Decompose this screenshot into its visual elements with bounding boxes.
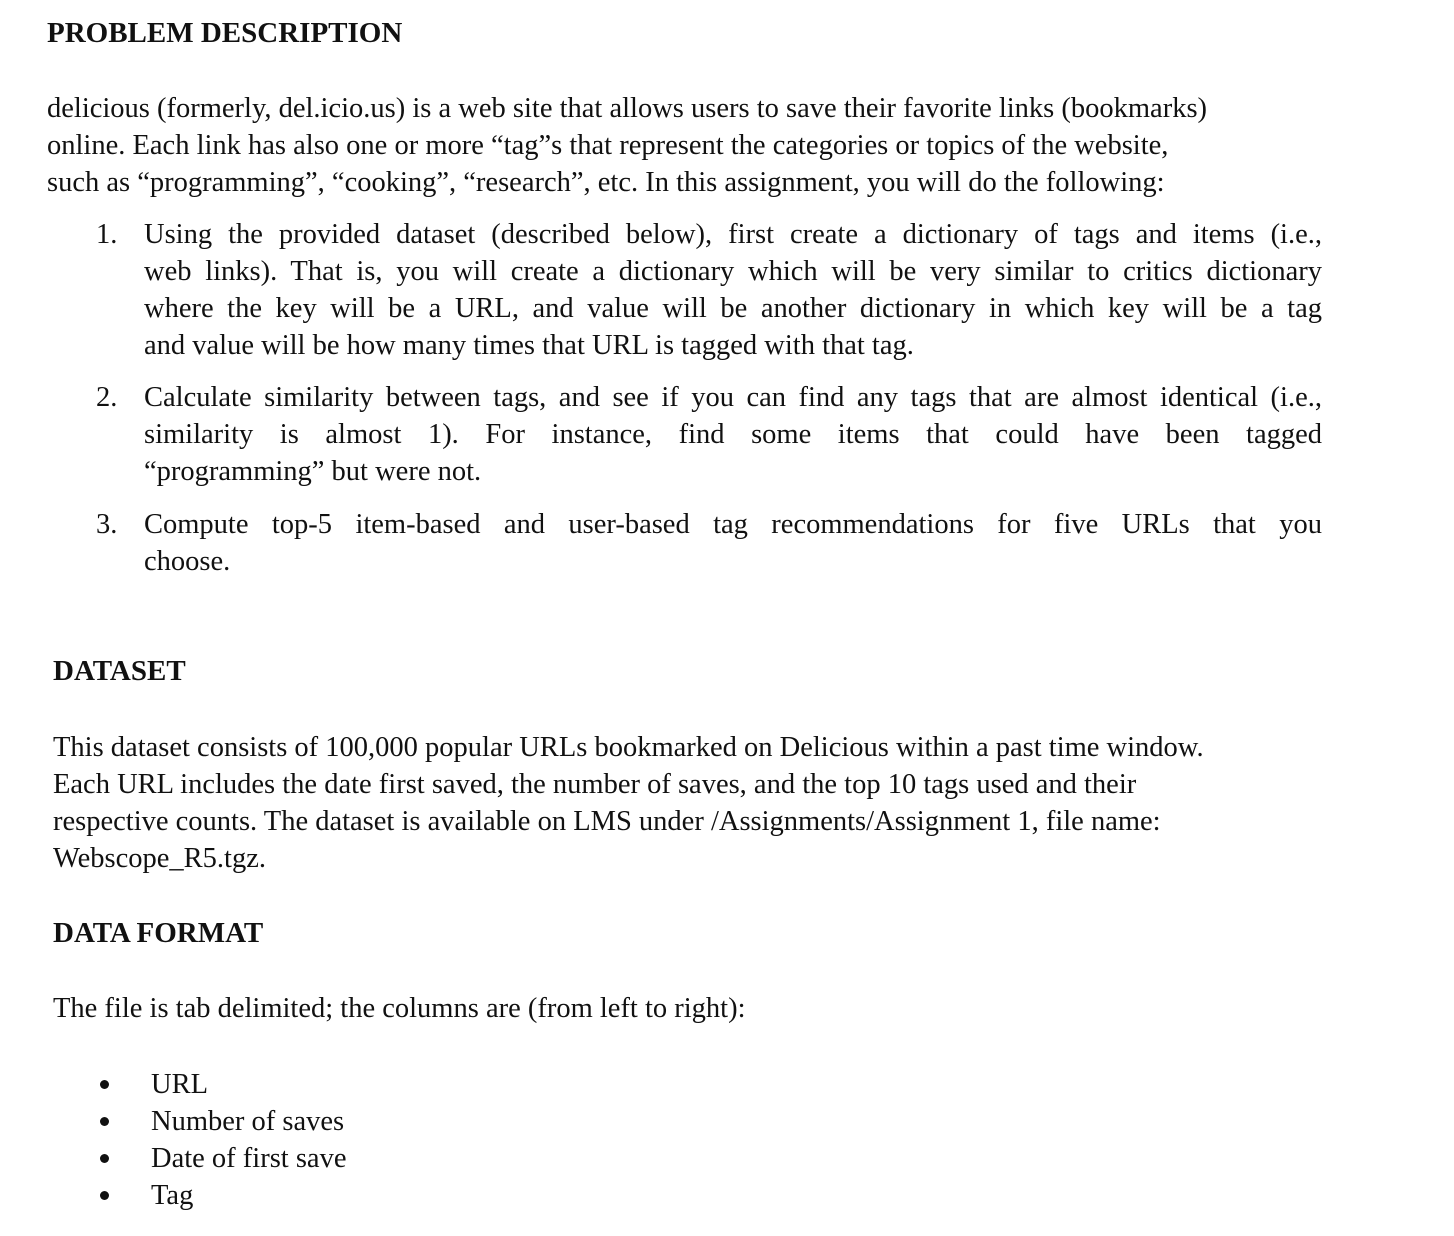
column-name: Date of first save xyxy=(151,1143,347,1174)
text-line: The file is tab delimited; the columns are (from left to right): xyxy=(53,993,746,1024)
dataset-paragraph xyxy=(53,729,1204,877)
bullet-icon xyxy=(100,1191,109,1200)
task-number: 3. xyxy=(96,509,118,540)
text-line: choose. xyxy=(144,546,231,577)
heading-dataset: DATASET xyxy=(53,655,186,687)
text-line: Compute top-5 item-based and user-based tag recommendations for five URLs that you xyxy=(144,509,1322,540)
task-text xyxy=(144,216,1322,364)
task-number: 2. xyxy=(96,382,118,413)
text-line: and value will be how many times that URL is tagged with that tag. xyxy=(144,330,914,361)
text-line: such as “programming”, “cooking”, “research”, etc. In this assignment, you will do the following: xyxy=(47,167,1165,198)
text-line: This dataset consists of 100,000 popular URLs bookmarked on Delicious within a past time window. xyxy=(53,732,1204,763)
text-line: “programming” but were not. xyxy=(144,456,482,487)
task-text xyxy=(144,506,1322,580)
task-item-3 xyxy=(96,506,1322,580)
task-item-1 xyxy=(96,216,1322,364)
text-line: web links). That is, you will create a dictionary which will be very similar to critics dictionary xyxy=(144,256,1322,287)
bullet-icon xyxy=(100,1154,109,1163)
text-line: Calculate similarity between tags, and see if you can find any tags that are almost identical (i.e., xyxy=(144,382,1322,413)
bullet-icon xyxy=(100,1080,109,1089)
problem-intro-paragraph xyxy=(47,90,1207,201)
text-line: delicious (formerly, del.icio.us) is a web site that allows users to save their favorite links (bookmarks) xyxy=(47,93,1208,124)
text-line: Using the provided dataset (described below), first create a dictionary of tags and items (i.e., xyxy=(144,219,1322,250)
task-text xyxy=(144,379,1322,490)
column-name: Number of saves xyxy=(151,1106,345,1137)
text-line: online. Each link has also one or more “tag”s that represent the categories or topics of the website, xyxy=(47,130,1169,161)
text-line: Webscope_R5.tgz. xyxy=(53,843,266,874)
text-line: respective counts. The dataset is available on LMS under /Assignments/Assignment 1, file name: xyxy=(53,806,1161,837)
task-item-2 xyxy=(96,379,1322,490)
bullet-icon xyxy=(100,1117,109,1126)
task-number: 1. xyxy=(96,219,118,250)
column-name: URL xyxy=(151,1069,208,1100)
text-line: where the key will be a URL, and value will be another dictionary in which key will be a tag xyxy=(144,293,1322,324)
text-line: similarity is almost 1). For instance, find some items that could have been tagged xyxy=(144,419,1322,450)
data-format-intro xyxy=(53,990,746,1027)
heading-data-format: DATA FORMAT xyxy=(53,917,264,949)
heading-problem-description: PROBLEM DESCRIPTION xyxy=(47,17,403,49)
text-line: Each URL includes the date first saved, the number of saves, and the top 10 tags used and their xyxy=(53,769,1137,800)
column-name: Tag xyxy=(151,1180,194,1211)
